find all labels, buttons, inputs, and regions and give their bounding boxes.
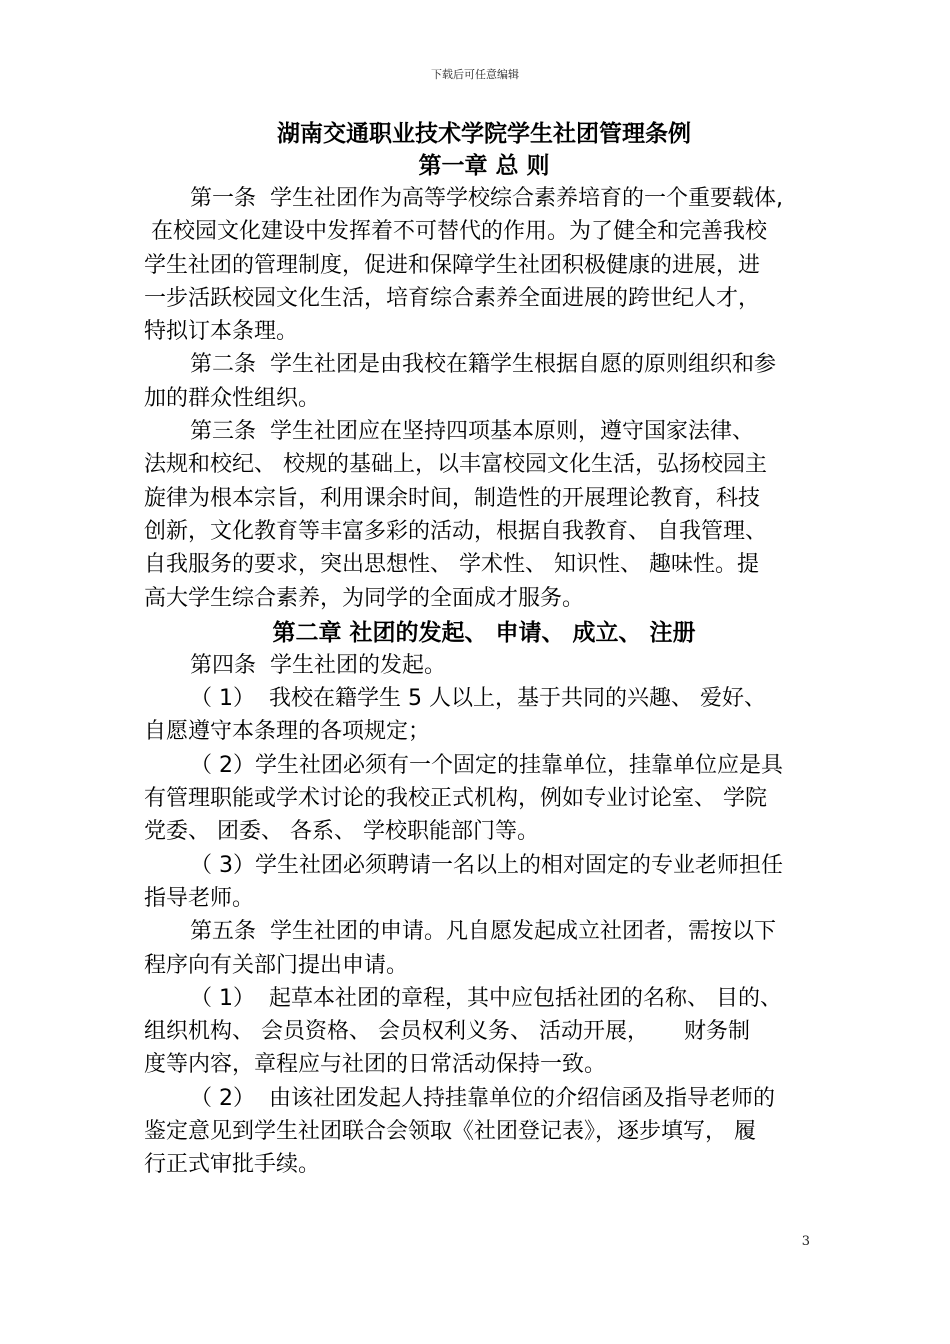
article-5-item-1-line-1: （ 1） 起草本社团的章程，其中应包括社团的名称、 目的、 bbox=[190, 985, 782, 1011]
document-title: 湖南交通职业技术学院学生社团管理条例 bbox=[277, 121, 691, 147]
article-5-item-1-line-2: 组织机构、 会员资格、 会员权利义务、 活动开展， 财务制 bbox=[144, 1019, 750, 1045]
chapter-2-content bbox=[144, 649, 824, 1182]
article-4-line-1: 第四条 学生社团的发起。 bbox=[190, 652, 446, 678]
article-1-line-3: 学生社团的管理制度，促进和保障学生社团积极健康的进展，进 bbox=[144, 252, 761, 278]
article-3-line-6: 高大学生综合素养，为同学的全面成才服务。 bbox=[144, 585, 585, 611]
article-4-item-2-line-2: 有管理职能或学术讨论的我校正式机构，例如专业讨论室、 学院 bbox=[144, 786, 767, 812]
article-5-item-1-line-3: 度等内容，章程应与社团的日常活动保持一致。 bbox=[144, 1052, 607, 1078]
article-2-line-2: 加的群众性组织。 bbox=[144, 385, 321, 411]
document-body bbox=[144, 118, 824, 1182]
article-1-line-5: 特拟订本条理。 bbox=[144, 319, 299, 345]
header-note: 下载后可任意编辑 bbox=[431, 68, 519, 81]
chapter-2-heading: 第二章 社团的发起、 申请、 成立、 注册 bbox=[272, 619, 696, 646]
chapter-1-content bbox=[144, 182, 824, 615]
article-3-line-5: 自我服务的要求，突出思想性、 学术性、 知识性、 趣味性。提 bbox=[144, 552, 759, 578]
article-1-line-1: 第一条 学生社团作为高等学校综合素养培育的一个重要载体, bbox=[190, 186, 783, 211]
article-1-line-2: 在校园文化建设中发挥着不可替代的作用。为了健全和完善我校 bbox=[144, 219, 767, 245]
article-4-item-3-line-2: 指导老师。 bbox=[144, 885, 255, 911]
article-4-item-1-line-2: 自愿遵守本条理的各项规定； bbox=[144, 719, 431, 745]
article-4-item-2-line-1: （ 2）学生社团必须有一个固定的挂靠单位，挂靠单位应是具 bbox=[190, 752, 783, 778]
article-5-item-2-line-3: 行正式审批手续。 bbox=[144, 1152, 321, 1178]
chapter-1-heading: 第一章 总 则 bbox=[418, 153, 550, 179]
article-3-line-3: 旋律为根本宗旨，利用课余时间，制造性的开展理论教育，科技 bbox=[144, 485, 761, 511]
article-3-line-2: 法规和校纪、 校规的基础上，以丰富校园文化生活，弘扬校园主 bbox=[144, 452, 767, 478]
article-5-line-1: 第五条 学生社团的申请。凡自愿发起成立社团者，需按以下 bbox=[190, 919, 776, 945]
article-4-item-2-line-3: 党委、 团委、 各系、 学校职能部门等。 bbox=[144, 819, 539, 845]
article-2-line-1: 第二条 学生社团是由我校在籍学生根据自愿的原则组织和参 bbox=[190, 352, 776, 378]
article-4-item-1-line-1: （ 1） 我校在籍学生 5 人以上，基于共同的兴趣、 爱好、 bbox=[190, 686, 766, 712]
article-4-item-3-line-1: （ 3）学生社团必须聘请一名以上的相对固定的专业老师担任 bbox=[190, 852, 783, 878]
page-number: 3 bbox=[801, 1234, 810, 1249]
article-5-item-2-line-1: （ 2） 由该社团发起人持挂靠单位的介绍信函及指导老师的 bbox=[190, 1085, 775, 1111]
article-5-item-2-line-2: 鉴定意见到学生社团联合会领取《社团登记表》，逐步填写， 履 bbox=[144, 1119, 756, 1145]
article-3-line-1: 第三条 学生社团应在坚持四项基本原则，遵守国家法律、 bbox=[190, 419, 754, 445]
article-1-line-4: 一步活跃校园文化生活，培育综合素养全面进展的跨世纪人才， bbox=[144, 285, 761, 311]
article-3-line-4: 创新，文化教育等丰富多彩的活动，根据自我教育、 自我管理、 bbox=[144, 518, 767, 544]
article-5-line-2: 程序向有关部门提出申请。 bbox=[144, 952, 409, 978]
